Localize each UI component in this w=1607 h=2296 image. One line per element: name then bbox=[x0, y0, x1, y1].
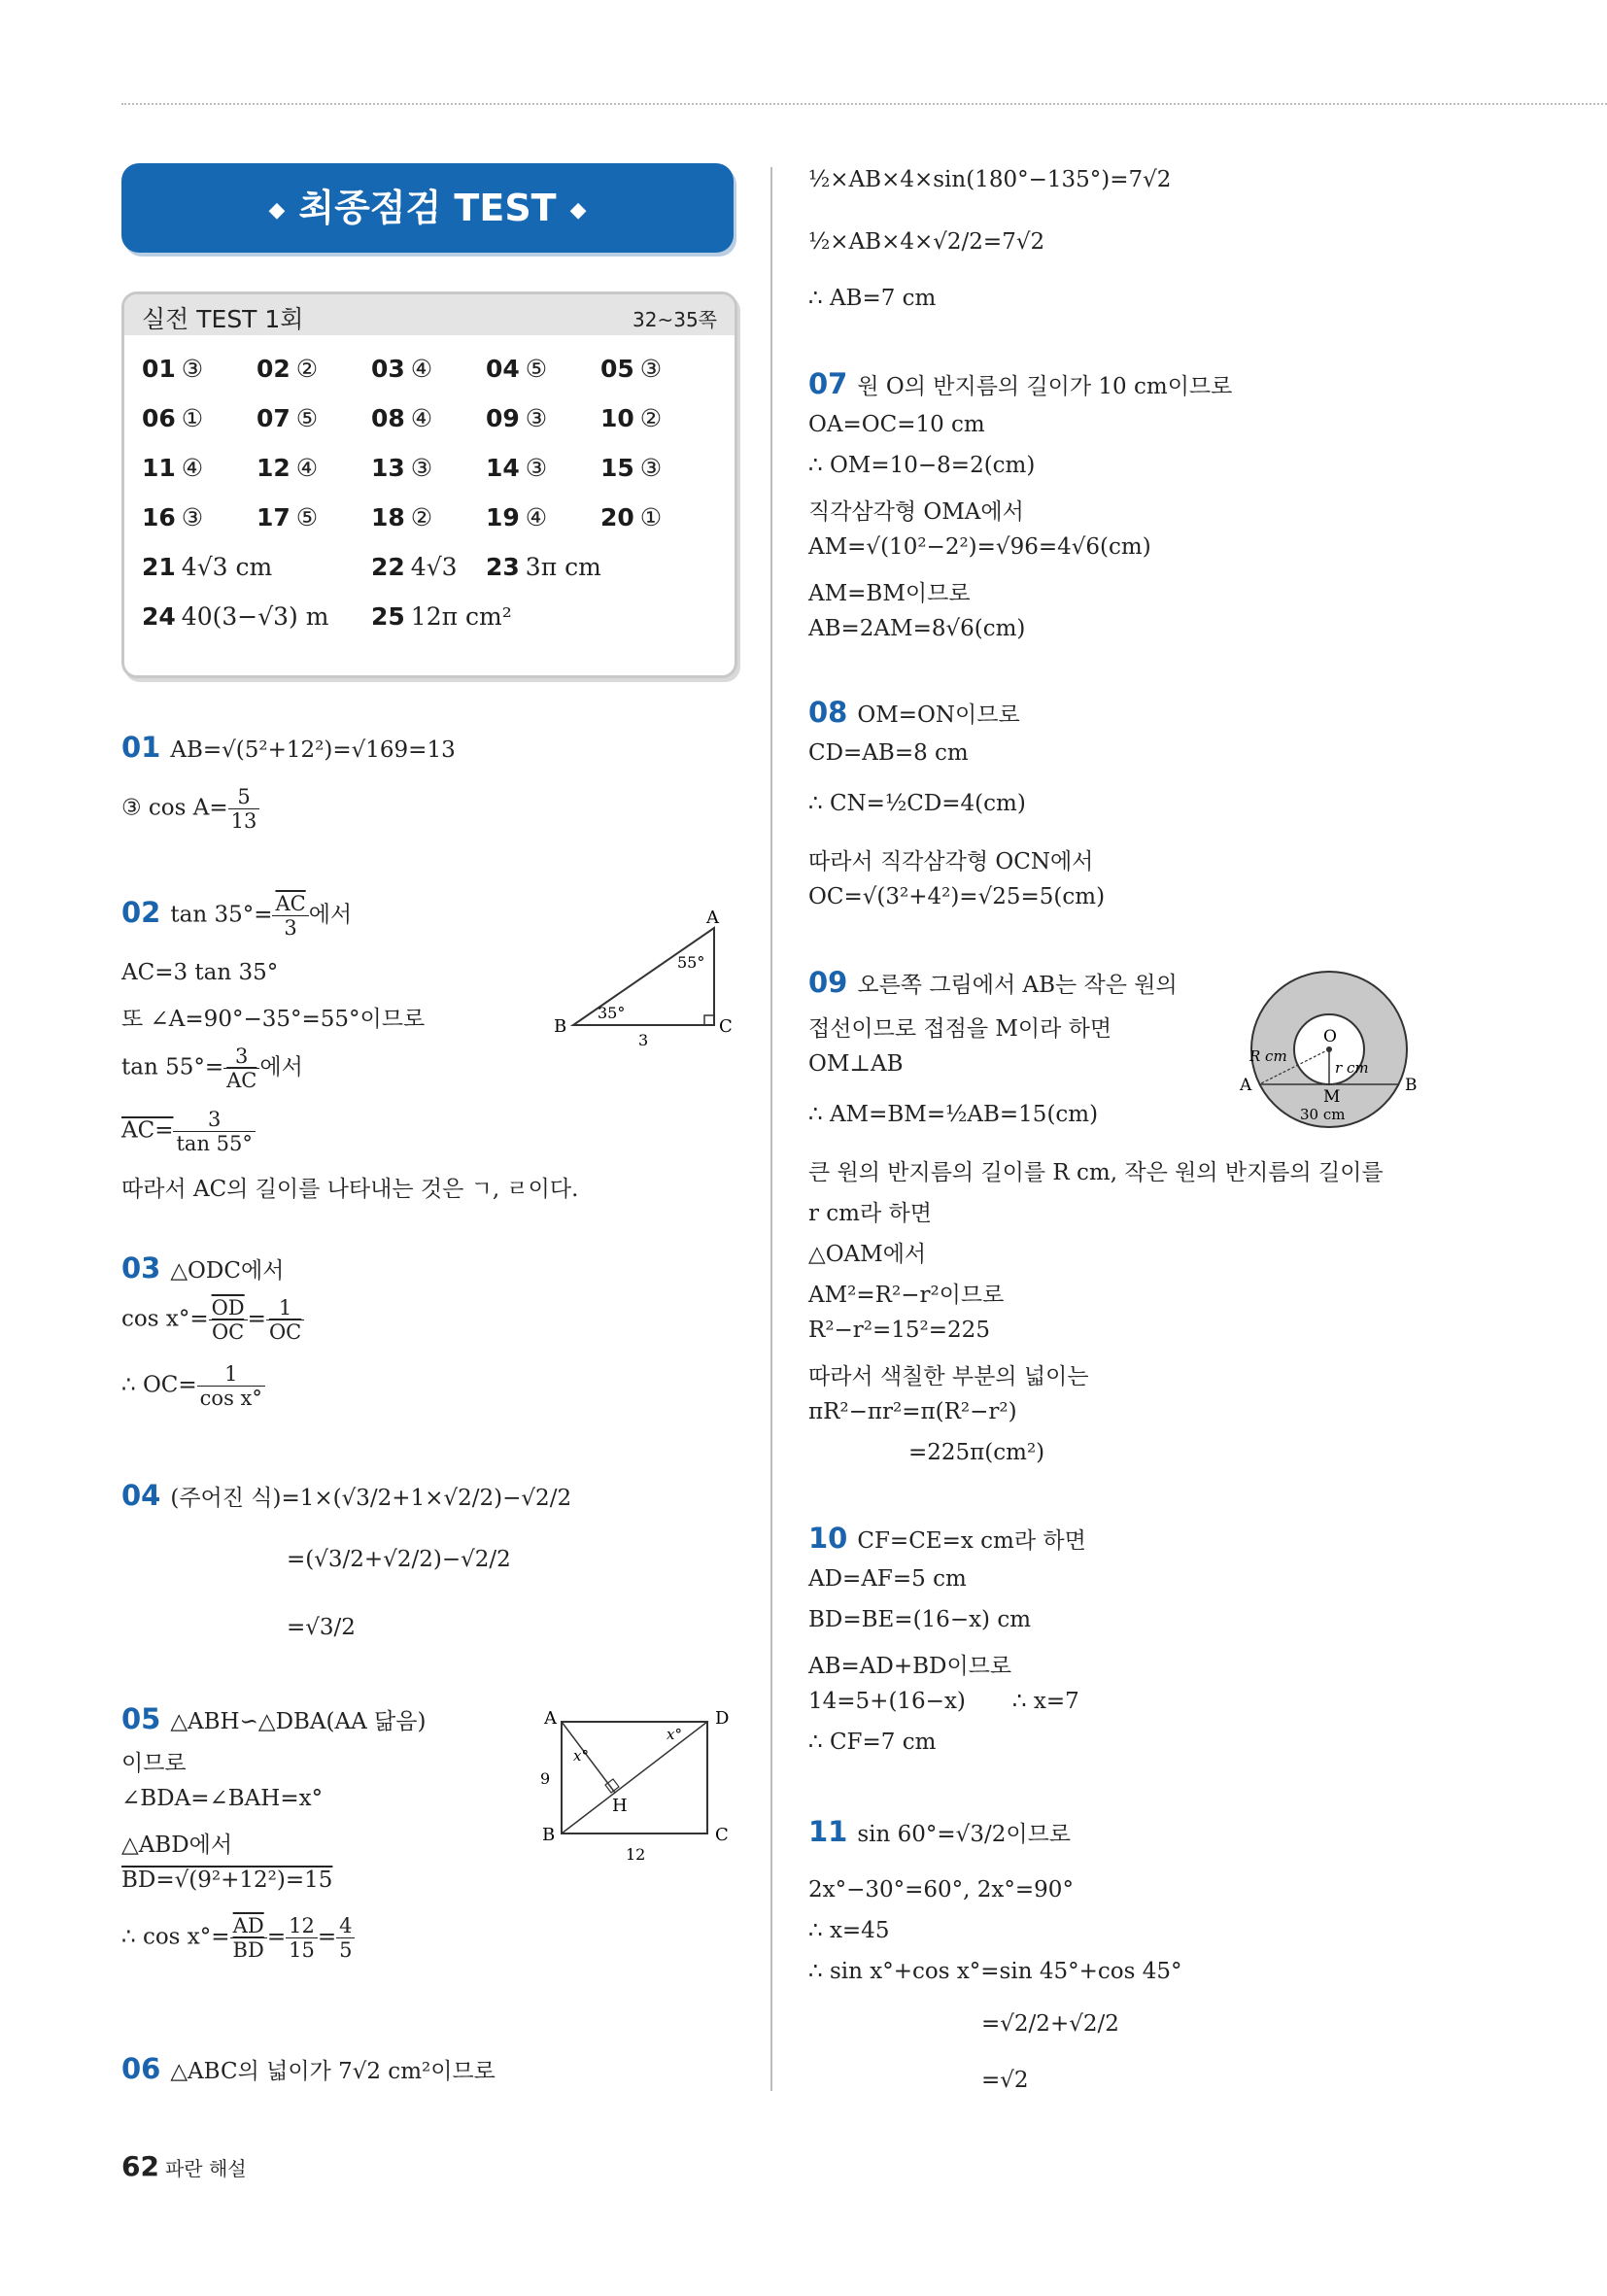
answer-row bbox=[142, 454, 725, 503]
answer-number: 19 bbox=[486, 503, 520, 531]
solution-09-line: ∴ AM=BM=½AB=15(cm) bbox=[808, 1102, 1099, 1127]
denominator: OC bbox=[268, 1320, 302, 1344]
numerator: 3 bbox=[173, 1108, 255, 1132]
solution-01-line bbox=[121, 785, 259, 833]
math-text: 14=5+(16−x) bbox=[808, 1689, 966, 1714]
solution-number: 01 bbox=[121, 731, 161, 764]
footer-label: 파란 해설 bbox=[164, 2157, 247, 2180]
denominator: OC bbox=[211, 1320, 245, 1344]
solution-11-line: ∴ x=45 bbox=[808, 1918, 890, 1943]
solution-09-line: 접선이므로 접점을 M이라 하면 bbox=[808, 1016, 1112, 1042]
numerator: $\overline{OD}$ bbox=[209, 1296, 248, 1320]
answer-key-header bbox=[124, 294, 735, 335]
solution-number: 09 bbox=[808, 966, 848, 999]
fraction bbox=[272, 892, 308, 940]
math-text: (주어진 식)=1×(√3/2+1×√2/2)−√2/2 bbox=[170, 1486, 572, 1511]
answer-number: 10 bbox=[600, 404, 634, 432]
solution-10-line bbox=[808, 1522, 1086, 1555]
fraction bbox=[173, 1108, 255, 1155]
math-text: cos x°= bbox=[121, 1306, 209, 1332]
diamond-icon: ◆ bbox=[268, 197, 286, 223]
solution-07-line: AM=√(10²−2²)=√96=4√6(cm) bbox=[808, 534, 1151, 560]
vertex-label: C bbox=[715, 1825, 729, 1845]
solution-01-line bbox=[121, 731, 456, 764]
radius-label: r cm bbox=[1335, 1059, 1369, 1077]
solution-09-line: πR²−πr²=π(R²−r²) bbox=[808, 1399, 1017, 1424]
solution-05-line bbox=[121, 1702, 426, 1735]
solution-10-line: AB=AD+BD이므로 bbox=[808, 1654, 1012, 1679]
fraction bbox=[230, 1914, 267, 1962]
answer-choice: ③ bbox=[525, 454, 548, 482]
math-text: 원 O의 반지름의 길이가 10 cm이므로 bbox=[857, 374, 1233, 399]
solution-09-line: OM⊥AB bbox=[808, 1051, 904, 1077]
answer-number: 06 bbox=[142, 404, 176, 432]
answer-choice: ⑤ bbox=[525, 355, 548, 383]
vertex-label: D bbox=[715, 1708, 730, 1729]
answer-number: 16 bbox=[142, 503, 176, 531]
solution-05-line: △ABD에서 bbox=[121, 1833, 233, 1858]
solution-02-line: 또 ∠A=90°−35°=55°이므로 bbox=[121, 1007, 426, 1032]
numerator: 4 bbox=[336, 1914, 355, 1938]
answer-row bbox=[142, 503, 725, 553]
point-label: A bbox=[1240, 1076, 1252, 1095]
center-label: O bbox=[1323, 1027, 1337, 1046]
rectangle-figure-05 bbox=[532, 1702, 741, 1868]
answer-number: 21 bbox=[142, 553, 176, 581]
answer-choice: ② bbox=[410, 503, 433, 531]
denominator: 13 bbox=[230, 809, 257, 833]
solution-10-line bbox=[808, 1689, 1079, 1714]
length-label: 30 cm bbox=[1300, 1106, 1346, 1123]
answer-number: 02 bbox=[256, 355, 291, 383]
solution-05-line: BD=√(9²+12²)=15 bbox=[121, 1868, 333, 1893]
solution-02-line bbox=[121, 1108, 256, 1155]
answer-value: 4√3 cm bbox=[181, 553, 273, 581]
answer-choice: ① bbox=[639, 503, 663, 531]
answer-number: 03 bbox=[371, 355, 405, 383]
solution-08-line: CD=AB=8 cm bbox=[808, 740, 969, 766]
numerator: 3 bbox=[223, 1045, 259, 1069]
solution-08-line: 따라서 직각삼각형 OCN에서 bbox=[808, 849, 1094, 874]
point-label: B bbox=[1405, 1076, 1418, 1095]
answer-number: 01 bbox=[142, 355, 176, 383]
solution-10-line: AD=AF=5 cm bbox=[808, 1566, 967, 1592]
vertex-label: B bbox=[554, 1016, 567, 1037]
denominator: 15 bbox=[289, 1938, 315, 1962]
math-text: 에서 bbox=[259, 1054, 303, 1080]
fraction bbox=[197, 1362, 265, 1410]
answer-number: 25 bbox=[371, 602, 405, 631]
answer-choice: ④ bbox=[525, 503, 548, 531]
math-text: △ABC의 넓이가 7√2 cm²이므로 bbox=[170, 2059, 496, 2084]
answer-number: 24 bbox=[142, 602, 176, 631]
diamond-icon: ◆ bbox=[569, 197, 587, 223]
top-dotted-rule bbox=[121, 103, 1607, 105]
solution-number: 05 bbox=[121, 1702, 161, 1735]
solution-03-line bbox=[121, 1251, 284, 1285]
answer-choice: ⑤ bbox=[295, 503, 319, 531]
solution-06-line bbox=[121, 2052, 496, 2085]
answer-choice: ② bbox=[639, 404, 663, 432]
solution-10-line: BD=BE=(16−x) cm bbox=[808, 1607, 1032, 1632]
answer-choice: ③ bbox=[181, 503, 204, 531]
section-banner bbox=[121, 163, 734, 253]
solution-04-line: =(√3/2+√2/2)−√2/2 bbox=[287, 1547, 511, 1572]
solution-02-line: AC=3 tan 35° bbox=[121, 960, 279, 985]
solution-06-line: ½×AB×4×√2/2=7√2 bbox=[808, 229, 1045, 255]
math-text: OM=ON이므로 bbox=[857, 703, 1020, 728]
math-text: tan 35°= bbox=[170, 902, 273, 928]
numerator: 5 bbox=[228, 785, 260, 809]
numerator: 12 bbox=[286, 1914, 318, 1938]
angle-label: x° bbox=[667, 1726, 682, 1743]
answer-choice: ③ bbox=[525, 404, 548, 432]
answer-number: 20 bbox=[600, 503, 634, 531]
banner-title: 최종점검 TEST bbox=[298, 187, 557, 229]
math-text: AC= bbox=[121, 1117, 174, 1144]
radius-label: R cm bbox=[1249, 1047, 1287, 1065]
math-text: tan 55°= bbox=[121, 1054, 224, 1080]
solution-09-line: AM²=R²−r²이므로 bbox=[808, 1283, 1005, 1308]
solution-04-line bbox=[121, 1479, 571, 1512]
numerator: $\overline{AC}$ bbox=[272, 892, 308, 916]
answer-value: 12π cm² bbox=[410, 602, 512, 631]
fraction bbox=[228, 785, 260, 833]
solution-number: 02 bbox=[121, 895, 161, 929]
math-text: = bbox=[266, 1924, 287, 1950]
solution-05-line bbox=[121, 1914, 355, 1962]
math-text: sin 60°=√3/2이므로 bbox=[857, 1822, 1072, 1847]
answer-number: 09 bbox=[486, 404, 520, 432]
answer-value: 40(3−√3) m bbox=[181, 602, 329, 631]
denominator: tan 55° bbox=[176, 1132, 253, 1155]
solution-11-line bbox=[808, 1815, 1071, 1848]
answer-choice: ④ bbox=[295, 454, 319, 482]
solution-number: 07 bbox=[808, 367, 848, 400]
solution-11-line: =√2 bbox=[981, 2068, 1029, 2093]
numerator: 1 bbox=[197, 1362, 265, 1387]
circle-figure-09 bbox=[1232, 962, 1426, 1132]
answer-row bbox=[142, 404, 725, 454]
fraction bbox=[266, 1296, 304, 1344]
answer-number: 23 bbox=[486, 553, 520, 581]
answer-number: 11 bbox=[142, 454, 176, 482]
solution-07-line: ∴ OM=10−8=2(cm) bbox=[808, 453, 1036, 478]
answer-row bbox=[142, 355, 725, 404]
side-label: 12 bbox=[626, 1845, 646, 1864]
fraction bbox=[286, 1914, 318, 1962]
answer-key-box bbox=[121, 291, 737, 678]
solution-09-line: =225π(cm²) bbox=[908, 1440, 1045, 1465]
answer-number: 08 bbox=[371, 404, 405, 432]
solution-number: 08 bbox=[808, 696, 848, 729]
solution-number: 03 bbox=[121, 1251, 161, 1285]
math-text: 오른쪽 그림에서 AB는 작은 원의 bbox=[857, 973, 1178, 998]
answer-key-title: 실전 TEST 1회 bbox=[142, 305, 304, 333]
denominator: cos x° bbox=[199, 1387, 262, 1410]
answer-number: 04 bbox=[486, 355, 520, 383]
answer-number: 05 bbox=[600, 355, 634, 383]
solution-09-line: △OAM에서 bbox=[808, 1242, 927, 1267]
solution-08-line bbox=[808, 696, 1020, 729]
answer-choice: ④ bbox=[410, 355, 433, 383]
solution-02-line: 따라서 AC의 길이를 나타내는 것은 ㄱ, ㄹ이다. bbox=[121, 1177, 579, 1202]
denominator: 3 bbox=[284, 916, 297, 940]
math-text: 에서 bbox=[308, 902, 353, 928]
solution-08-line: ∴ CN=½CD=4(cm) bbox=[808, 791, 1026, 816]
answer-number: 13 bbox=[371, 454, 405, 482]
vertex-label: B bbox=[542, 1825, 556, 1845]
math-text: = bbox=[247, 1306, 266, 1332]
answer-number: 07 bbox=[256, 404, 291, 432]
solution-09-line bbox=[808, 966, 1178, 999]
math-text: △ABH∽△DBA(AA 닮음) bbox=[170, 1709, 427, 1734]
solution-05-line: ∠BDA=∠BAH=x° bbox=[121, 1786, 324, 1811]
solution-11-line: =√2/2+√2/2 bbox=[981, 2011, 1119, 2037]
vertex-label: A bbox=[544, 1708, 557, 1729]
solution-07-line: 직각삼각형 OMA에서 bbox=[808, 499, 1024, 525]
angle-label: 35° bbox=[598, 1004, 626, 1022]
page-number: 62 bbox=[121, 2150, 159, 2182]
solution-09-line: 따라서 색칠한 부분의 넓이는 bbox=[808, 1364, 1089, 1389]
answer-choice: ① bbox=[181, 404, 204, 432]
solution-09-line: 큰 원의 반지름의 길이를 R cm, 작은 원의 반지름의 길이를 bbox=[808, 1160, 1384, 1185]
answer-number: 14 bbox=[486, 454, 520, 482]
solution-number: 06 bbox=[121, 2052, 161, 2085]
side-label: 9 bbox=[540, 1769, 551, 1788]
solution-11-line: 2x°−30°=60°, 2x°=90° bbox=[808, 1877, 1074, 1902]
solution-05-line: 이므로 bbox=[121, 1751, 187, 1776]
math-text: CF=CE=x cm라 하면 bbox=[857, 1528, 1086, 1554]
solution-02-line bbox=[121, 1045, 303, 1092]
solution-07-line: AB=2AM=8√6(cm) bbox=[808, 616, 1026, 641]
answer-number: 15 bbox=[600, 454, 634, 482]
solution-07-line: AM=BM이므로 bbox=[808, 581, 971, 606]
math-text: ③ cos A= bbox=[121, 795, 228, 821]
denominator: BD bbox=[232, 1938, 264, 1962]
solution-11-line: ∴ sin x°+cos x°=sin 45°+cos 45° bbox=[808, 1959, 1182, 1984]
solution-08-line: OC=√(3²+4²)=√25=5(cm) bbox=[808, 884, 1106, 909]
solution-03-line bbox=[121, 1362, 265, 1410]
answer-choice: ② bbox=[295, 355, 319, 383]
answer-choice: ③ bbox=[410, 454, 433, 482]
answer-choice: ③ bbox=[639, 454, 663, 482]
math-text: = bbox=[317, 1924, 337, 1950]
solution-07-line bbox=[808, 367, 1232, 400]
point-label: M bbox=[1323, 1087, 1341, 1107]
numerator: 1 bbox=[266, 1296, 304, 1320]
math-text: ∴ OC= bbox=[121, 1372, 197, 1398]
page-footer bbox=[121, 2150, 247, 2182]
answer-value: 4√3 bbox=[410, 553, 458, 581]
denominator: 5 bbox=[339, 1938, 353, 1962]
answer-choice: ③ bbox=[181, 355, 204, 383]
vertex-label: C bbox=[719, 1016, 733, 1037]
solution-06-line: ∴ AB=7 cm bbox=[808, 286, 937, 311]
fraction bbox=[223, 1045, 259, 1092]
math-text: △ODC에서 bbox=[170, 1258, 285, 1284]
solution-02-line bbox=[121, 892, 352, 940]
solution-03-line bbox=[121, 1296, 304, 1344]
fraction bbox=[209, 1296, 248, 1344]
fraction bbox=[336, 1914, 355, 1962]
math-text: ∴ x=7 bbox=[1011, 1689, 1079, 1714]
answer-value: 3π cm bbox=[525, 553, 601, 581]
answer-choice: ⑤ bbox=[295, 404, 319, 432]
triangle-figure-02 bbox=[549, 904, 743, 1049]
solution-04-line: =√3/2 bbox=[287, 1615, 356, 1640]
answer-number: 18 bbox=[371, 503, 405, 531]
answer-number: 12 bbox=[256, 454, 291, 482]
solution-number: 10 bbox=[808, 1522, 848, 1555]
solution-06-line: ½×AB×4×sin(180°−135°)=7√2 bbox=[808, 167, 1172, 192]
answer-choice: ④ bbox=[181, 454, 204, 482]
answer-row bbox=[142, 553, 725, 602]
answer-row bbox=[142, 602, 725, 652]
side-label: 3 bbox=[638, 1031, 649, 1049]
answer-grid bbox=[142, 355, 725, 652]
answer-number: 22 bbox=[371, 553, 405, 581]
solution-number: 11 bbox=[808, 1815, 848, 1848]
denominator: AC bbox=[226, 1069, 257, 1092]
math-line: AB=√(5²+12²)=√169=13 bbox=[170, 737, 456, 763]
angle-label: 55° bbox=[677, 953, 705, 972]
angle-label: x° bbox=[573, 1747, 589, 1765]
answer-choice: ③ bbox=[639, 355, 663, 383]
solution-07-line: OA=OC=10 cm bbox=[808, 412, 985, 437]
solution-09-line: R²−r²=15²=225 bbox=[808, 1318, 990, 1343]
answer-key-pages: 32~35쪽 bbox=[633, 308, 717, 331]
solution-10-line: ∴ CF=7 cm bbox=[808, 1730, 937, 1755]
vertex-label: A bbox=[706, 908, 719, 928]
column-divider bbox=[770, 167, 772, 2091]
answer-number: 17 bbox=[256, 503, 291, 531]
math-text: ∴ cos x°= bbox=[121, 1924, 230, 1950]
vertex-label: H bbox=[612, 1796, 628, 1816]
solution-09-line: r cm라 하면 bbox=[808, 1201, 932, 1226]
answer-choice: ④ bbox=[410, 404, 433, 432]
solution-number: 04 bbox=[121, 1479, 161, 1512]
numerator: $\overline{AD}$ bbox=[230, 1914, 267, 1938]
